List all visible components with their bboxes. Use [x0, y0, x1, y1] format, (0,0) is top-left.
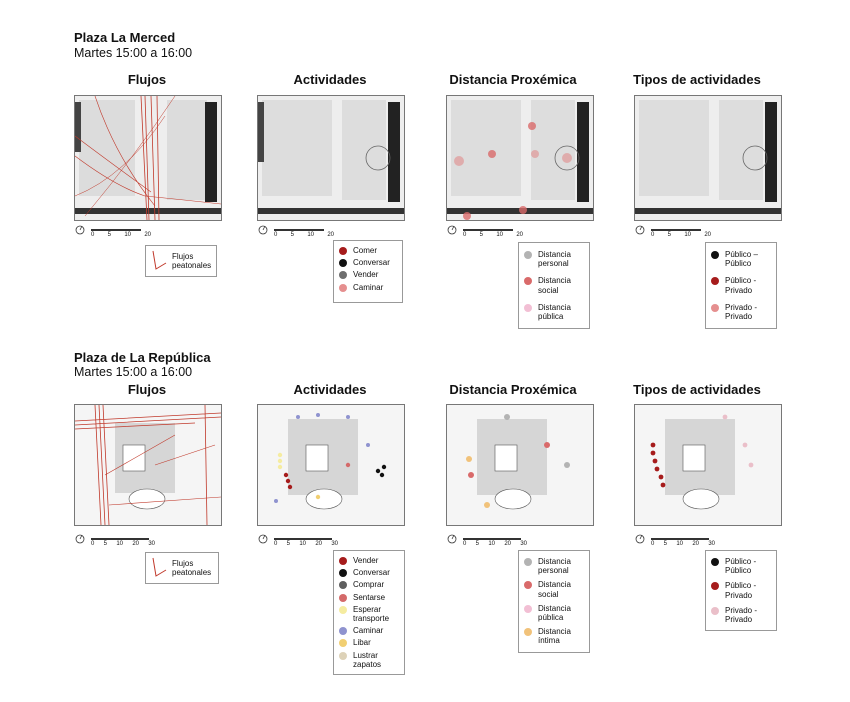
- map-merced-tipos: [634, 95, 782, 221]
- column-title-distancia-2: Distancia Proxémica: [449, 382, 577, 397]
- legend-item: Público - Privado: [711, 581, 771, 599]
- legend-item: Distancia pública: [524, 303, 584, 321]
- legend-item: Esperar transporte: [339, 605, 399, 623]
- legend-item: Público - Público: [711, 557, 771, 575]
- scale-labels-merced-4: 0 5 10 20: [651, 232, 711, 238]
- map-merced-flujos: [74, 95, 222, 221]
- map-republica-actividades: [257, 404, 405, 526]
- legend-item: Conversar: [339, 568, 399, 577]
- scale-labels-republica-2: 0 5 10 20 30: [274, 541, 338, 547]
- legend-item: Sentarse: [339, 593, 399, 602]
- dot-icon: [339, 259, 347, 267]
- dot-icon: [339, 639, 347, 647]
- legend-item: Caminar: [339, 283, 397, 292]
- dot-icon: [711, 277, 719, 285]
- map-merced-distancia: [446, 95, 594, 221]
- dot-icon: [711, 304, 719, 312]
- legend-republica-distancia: [518, 550, 590, 653]
- dot-icon: [339, 569, 347, 577]
- scale-labels-republica-1: 0 5 10 20 30: [91, 541, 155, 547]
- legend-item: Distancia social: [524, 580, 584, 598]
- flow-line-icon: [150, 556, 168, 580]
- dot-icon: [339, 247, 347, 255]
- legend-item: Distancia personal: [524, 250, 584, 268]
- legend-item: Privado - Privado: [711, 606, 771, 624]
- dot-icon: [711, 582, 719, 590]
- site-subtitle-republica: Martes 15:00 a 16:00: [74, 365, 193, 379]
- dot-icon: [711, 251, 719, 259]
- column-title-tipos-2: Tipos de actividades: [633, 382, 761, 397]
- legend-merced-actividades: [333, 240, 403, 303]
- legend-item: Privado - Privado: [711, 303, 771, 321]
- legend-item: Público – Público: [711, 250, 771, 268]
- column-title-distancia: Distancia Proxémica: [449, 72, 577, 87]
- map-republica-flujos: [74, 404, 222, 526]
- dot-icon: [524, 628, 532, 636]
- legend-item: Distancia personal: [524, 557, 584, 575]
- column-title-tipos: Tipos de actividades: [633, 72, 761, 87]
- legend-republica-flujos: [145, 552, 219, 584]
- dot-icon: [524, 304, 532, 312]
- dot-icon: [339, 581, 347, 589]
- scale-labels-merced-1: 0 5 10 20: [91, 232, 151, 238]
- legend-item: Lustrar zapatos: [339, 651, 399, 669]
- legend-item: Caminar: [339, 626, 399, 635]
- flow-line-icon: [150, 249, 168, 273]
- legend-item: Comprar: [339, 580, 399, 589]
- dot-icon: [339, 271, 347, 279]
- scale-labels-merced-3: 0 5 10 20: [463, 232, 523, 238]
- column-title-actividades: Actividades: [293, 72, 367, 87]
- dot-icon: [524, 581, 532, 589]
- legend-item: Vender: [339, 556, 399, 565]
- scale-labels-republica-4: 0 5 10 20 30: [651, 541, 715, 547]
- site-title-republica: Plaza de La República: [74, 350, 211, 365]
- map-republica-distancia: [446, 404, 594, 526]
- dot-icon: [339, 284, 347, 292]
- legend-label: Flujos peatonales: [172, 251, 212, 270]
- legend-item: Libar: [339, 638, 399, 647]
- dot-icon: [339, 606, 347, 614]
- dot-icon: [339, 594, 347, 602]
- legend-merced-distancia: [518, 242, 590, 329]
- column-title-actividades-2: Actividades: [293, 382, 367, 397]
- dot-icon: [524, 277, 532, 285]
- dot-icon: [524, 558, 532, 566]
- dot-icon: [711, 607, 719, 615]
- legend-item: Distancia íntima: [524, 627, 584, 645]
- legend-merced-flujos: [145, 245, 217, 277]
- legend-item: Vender: [339, 270, 397, 279]
- legend-item: Público - Privado: [711, 276, 771, 294]
- legend-republica-tipos: [705, 550, 777, 631]
- map-republica-tipos: [634, 404, 782, 526]
- site-subtitle-merced: Martes 15:00 a 16:00: [74, 46, 193, 60]
- column-title-flujos-2: Flujos: [127, 382, 167, 397]
- dot-icon: [524, 251, 532, 259]
- legend-item: Distancia social: [524, 276, 584, 294]
- scale-labels-republica-3: 0 5 10 20 30: [463, 541, 527, 547]
- legend-label: Flujos peatonales: [172, 558, 212, 577]
- site-title-merced: Plaza La Merced: [74, 30, 176, 45]
- dot-icon: [524, 605, 532, 613]
- map-merced-actividades: [257, 95, 405, 221]
- legend-item: Comer: [339, 246, 397, 255]
- legend-merced-tipos: [705, 242, 777, 329]
- dot-icon: [711, 558, 719, 566]
- dot-icon: [339, 627, 347, 635]
- legend-republica-actividades: [333, 550, 405, 675]
- legend-item: Distancia pública: [524, 604, 584, 622]
- legend-item: Conversar: [339, 258, 397, 267]
- dot-icon: [339, 652, 347, 660]
- scale-labels-merced-2: 0 5 10 20: [274, 232, 334, 238]
- column-title-flujos: Flujos: [127, 72, 167, 87]
- dot-icon: [339, 557, 347, 565]
